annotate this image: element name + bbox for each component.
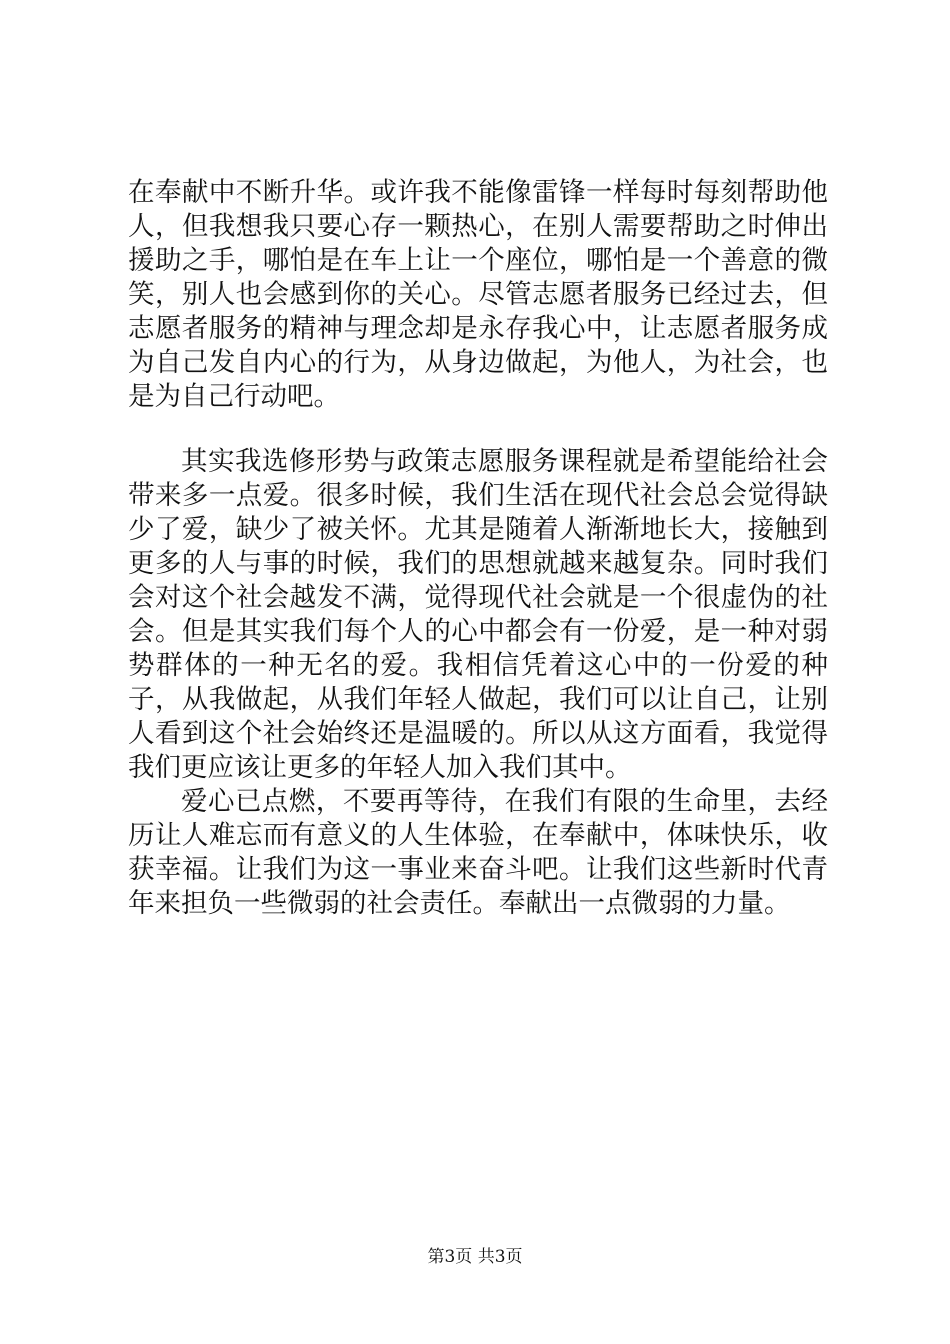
document-body xyxy=(128,176,828,921)
paragraph-2: 其实我选修形势与政策志愿服务课程就是希望能给社会带来多一点爱。很多时候，我们生活在现代社会总会觉得缺少了爱，缺少了被关怀。尤其是随着人渐渐地长大，接触到更多的人与事的时候，我们的思想就越来越复杂。同时我们会对这个社会越发不满，觉得现代社会就是一个很虚伪的社会。但是其实我们每个人的心中都会有一份爱，是一种对弱势群体的一种无名的爱。我相信凭着这心中的一份爱的种子，从我做起，从我们年轻人做起，我们可以让自己，让别人看到这个社会始终还是温暖的。所以从这方面看，我觉得我们更应该让更多的年轻人加入我们其中。 xyxy=(128,446,828,783)
paragraph-3: 爱心已点燃，不要再等待，在我们有限的生命里，去经历让人难忘而有意义的人生体验，在奉献中，体味快乐，收获幸福。让我们为这一事业来奋斗吧。让我们这些新时代青年来担负一些微弱的社会责任。奉献出一点微弱的力量。 xyxy=(128,786,828,919)
page-number-label: 第3页 共3页 xyxy=(427,1247,523,1267)
page-footer xyxy=(0,1242,950,1267)
paragraph-1: 在奉献中不断升华。或许我不能像雷锋一样每时每刻帮助他人，但我想我只要心存一颗热心，在别人需要帮助之时伸出援助之手，哪怕是在车上让一个座位，哪怕是一个善意的微笑，别人也会感到你的关心。尽管志愿者服务已经过去，但志愿者服务的精神与理念却是永存我心中，让志愿者服务成为自己发自内心的行为，从身边做起，为他人，为社会，也是为自己行动吧。 xyxy=(128,177,828,412)
